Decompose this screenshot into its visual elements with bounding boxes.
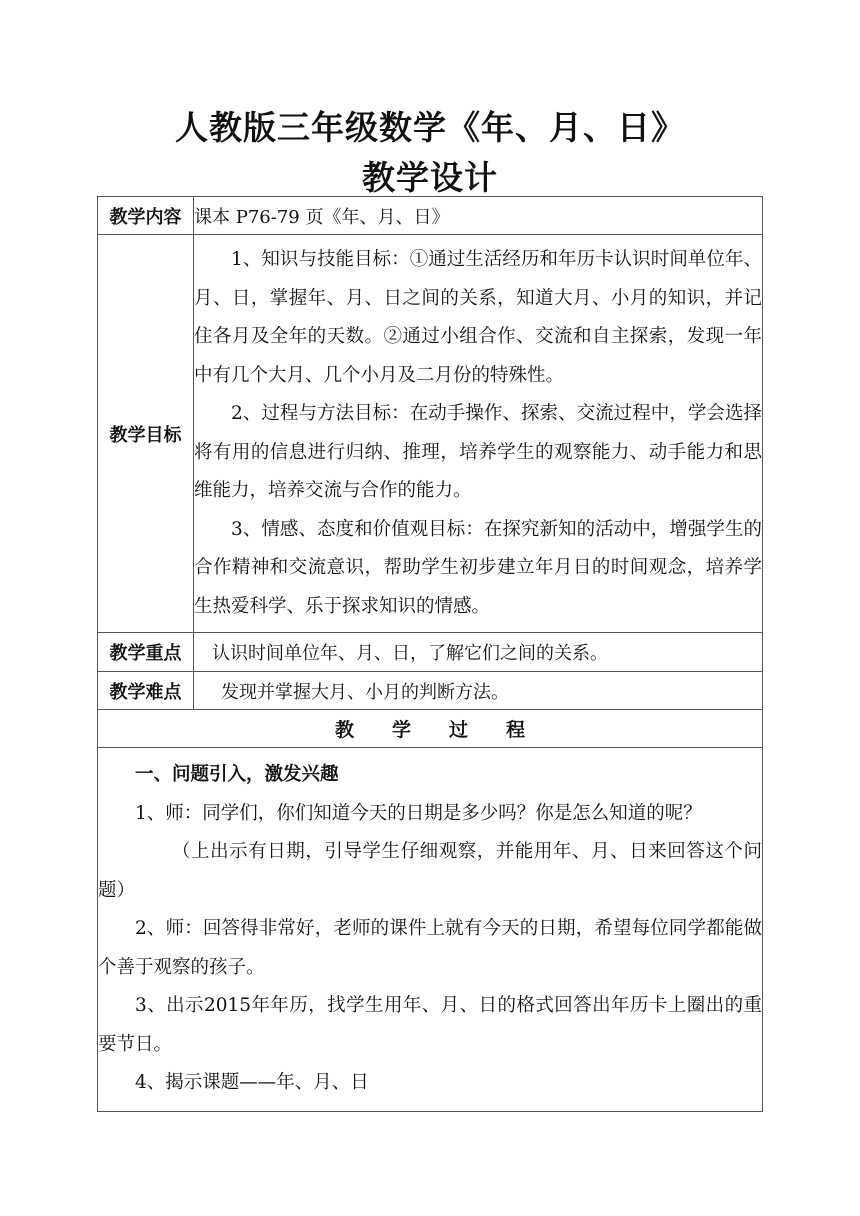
section-title: 一、问题引入，激发兴趣 (135, 764, 339, 786)
difficulty-row (98, 672, 763, 710)
content-row (98, 197, 763, 235)
difficulty-value: 发现并掌握大月、小月的判断方法。 (194, 672, 763, 710)
objective-item-3: 3、情感、态度和价值观目标：在探究新知的活动中，增强学生的合作精神和交流意识，帮助学生初步建立年月日的时间观念，培养学生热爱科学、乐于探求知识的情感。 (194, 518, 762, 617)
objectives-row (98, 235, 763, 633)
process-paragraph: 1、师：同学们，你们知道今天的日期是多少吗？你是怎么知道的呢？ (135, 802, 702, 824)
process-heading-row (98, 710, 763, 748)
difficulty-label: 教学难点 (98, 672, 194, 710)
process-row (98, 748, 763, 1112)
key-points-label: 教学重点 (98, 633, 194, 672)
process-paragraph: 3、出示2015年年历，找学生用年、月、日的格式回答出年历卡上圈出的重要节日。 (98, 995, 762, 1055)
process-paragraph: 4、揭示课题——年、月、日 (135, 1072, 369, 1094)
lesson-plan-table (97, 196, 763, 1112)
process-paragraph: （上出示有日期，引导学生仔细观察，并能用年、月、日来回答这个问题） (98, 841, 762, 901)
objective-item-2: 2、过程与方法目标：在动手操作、探索、交流过程中，学会选择将有用的信息进行归纳、推理，培养学生的观察能力、动手能力和思维能力，培养交流与合作的能力。 (194, 403, 762, 501)
process-heading: 教学过程 (98, 710, 763, 748)
objectives-cell (194, 235, 763, 633)
key-points-value: 认识时间单位年、月、日，了解它们之间的关系。 (194, 633, 763, 672)
process-paragraph: 2、师：回答得非常好，老师的课件上就有今天的日期，希望每位同学都能做个善于观察的孩子。 (98, 918, 762, 978)
objectives-label: 教学目标 (98, 235, 194, 633)
objective-item-1: 1、知识与技能目标：①通过生活经历和年历卡认识时间单位年、月、日，掌握年、月、日之间的关系，知道大月、小月的知识，并记住各月及全年的天数。②通过小组合作、交流和自主探索，发现一年中有几个大月、几个小月及二月份的特殊性。 (194, 249, 762, 386)
document-subtitle: 教学设计 (362, 158, 498, 197)
content-value: 课本 P76-79 页《年、月、日》 (194, 197, 763, 235)
content-label: 教学内容 (98, 197, 194, 235)
process-cell (98, 748, 763, 1112)
key-points-row (98, 633, 763, 672)
document-title: 人教版三年级数学《年、月、日》 (175, 108, 685, 147)
